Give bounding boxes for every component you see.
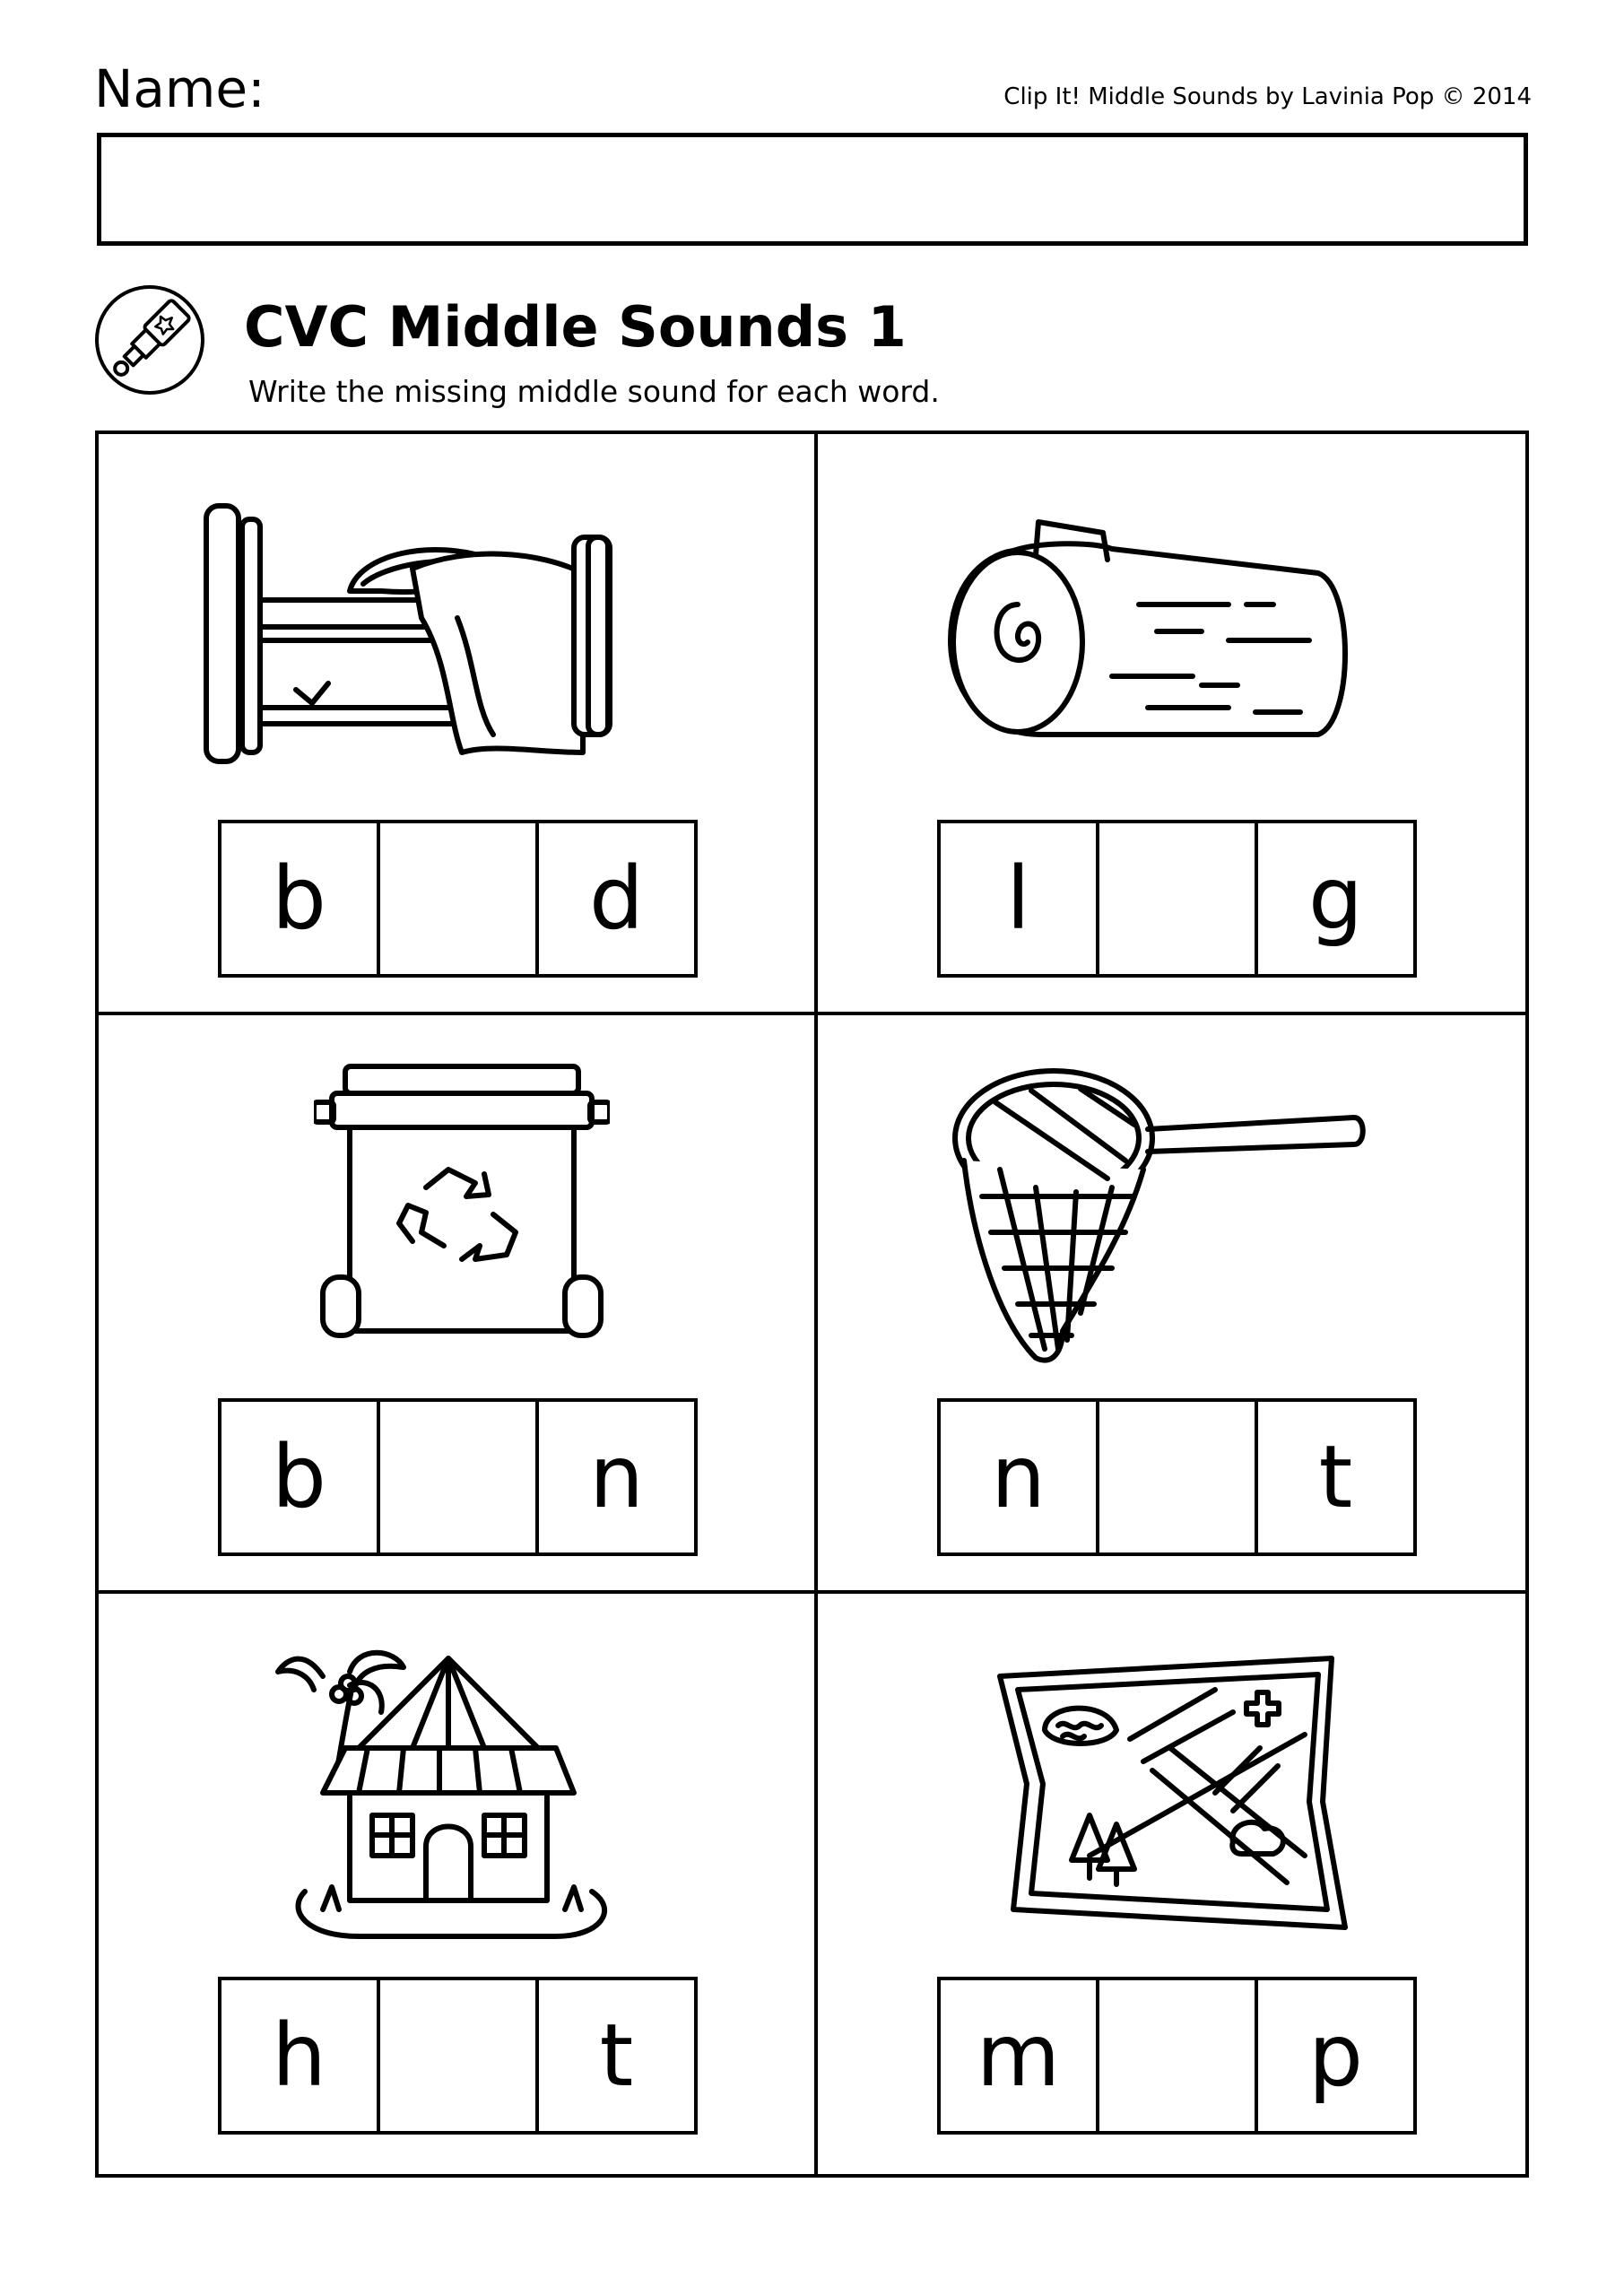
word-grid (95, 430, 1529, 2178)
log-icon (933, 506, 1363, 778)
letter-box: g (1255, 823, 1413, 974)
word-boxes (218, 1398, 698, 1556)
letter-box: l (1006, 848, 1030, 949)
word-boxes (937, 1398, 1417, 1556)
instructions: Write the missing middle sound for each word. (248, 374, 940, 409)
grid-divider (814, 434, 818, 2174)
letter-box: n (991, 1427, 1046, 1527)
letter-box: t (535, 1980, 694, 2131)
credit-line: Clip It! Middle Sounds by Lavinia Pop © 2014 (1003, 83, 1532, 110)
word-boxes (937, 1977, 1417, 2135)
grid-divider (99, 1012, 1525, 1015)
name-label: Name: (94, 58, 265, 119)
letter-box: n (535, 1402, 694, 1552)
letter-box: b (272, 848, 326, 949)
clothespin-icon (93, 283, 206, 396)
letter-box: d (535, 823, 694, 974)
map-icon (991, 1649, 1350, 1940)
bed-icon (197, 483, 717, 783)
recycling-bin-icon (314, 1062, 610, 1361)
letter-box: t (1255, 1402, 1413, 1552)
name-field[interactable] (97, 133, 1528, 246)
letter-box: p (1255, 1980, 1413, 2131)
letter-box: b (272, 1427, 326, 1527)
answer-box[interactable] (1096, 823, 1255, 974)
answer-box[interactable] (1096, 1980, 1255, 2131)
letter-box: h (272, 2005, 326, 2106)
answer-box[interactable] (377, 823, 535, 974)
answer-box[interactable] (377, 1980, 535, 2131)
grid-divider (99, 1590, 1525, 1594)
butterfly-net-icon (946, 1062, 1368, 1370)
word-boxes (218, 820, 698, 978)
hut-icon (269, 1640, 628, 1949)
letter-box: m (976, 2005, 1061, 2106)
word-boxes (937, 820, 1417, 978)
worksheet-title: CVC Middle Sounds 1 (244, 294, 907, 360)
answer-box[interactable] (377, 1402, 535, 1552)
answer-box[interactable] (1096, 1402, 1255, 1552)
word-boxes (218, 1977, 698, 2135)
